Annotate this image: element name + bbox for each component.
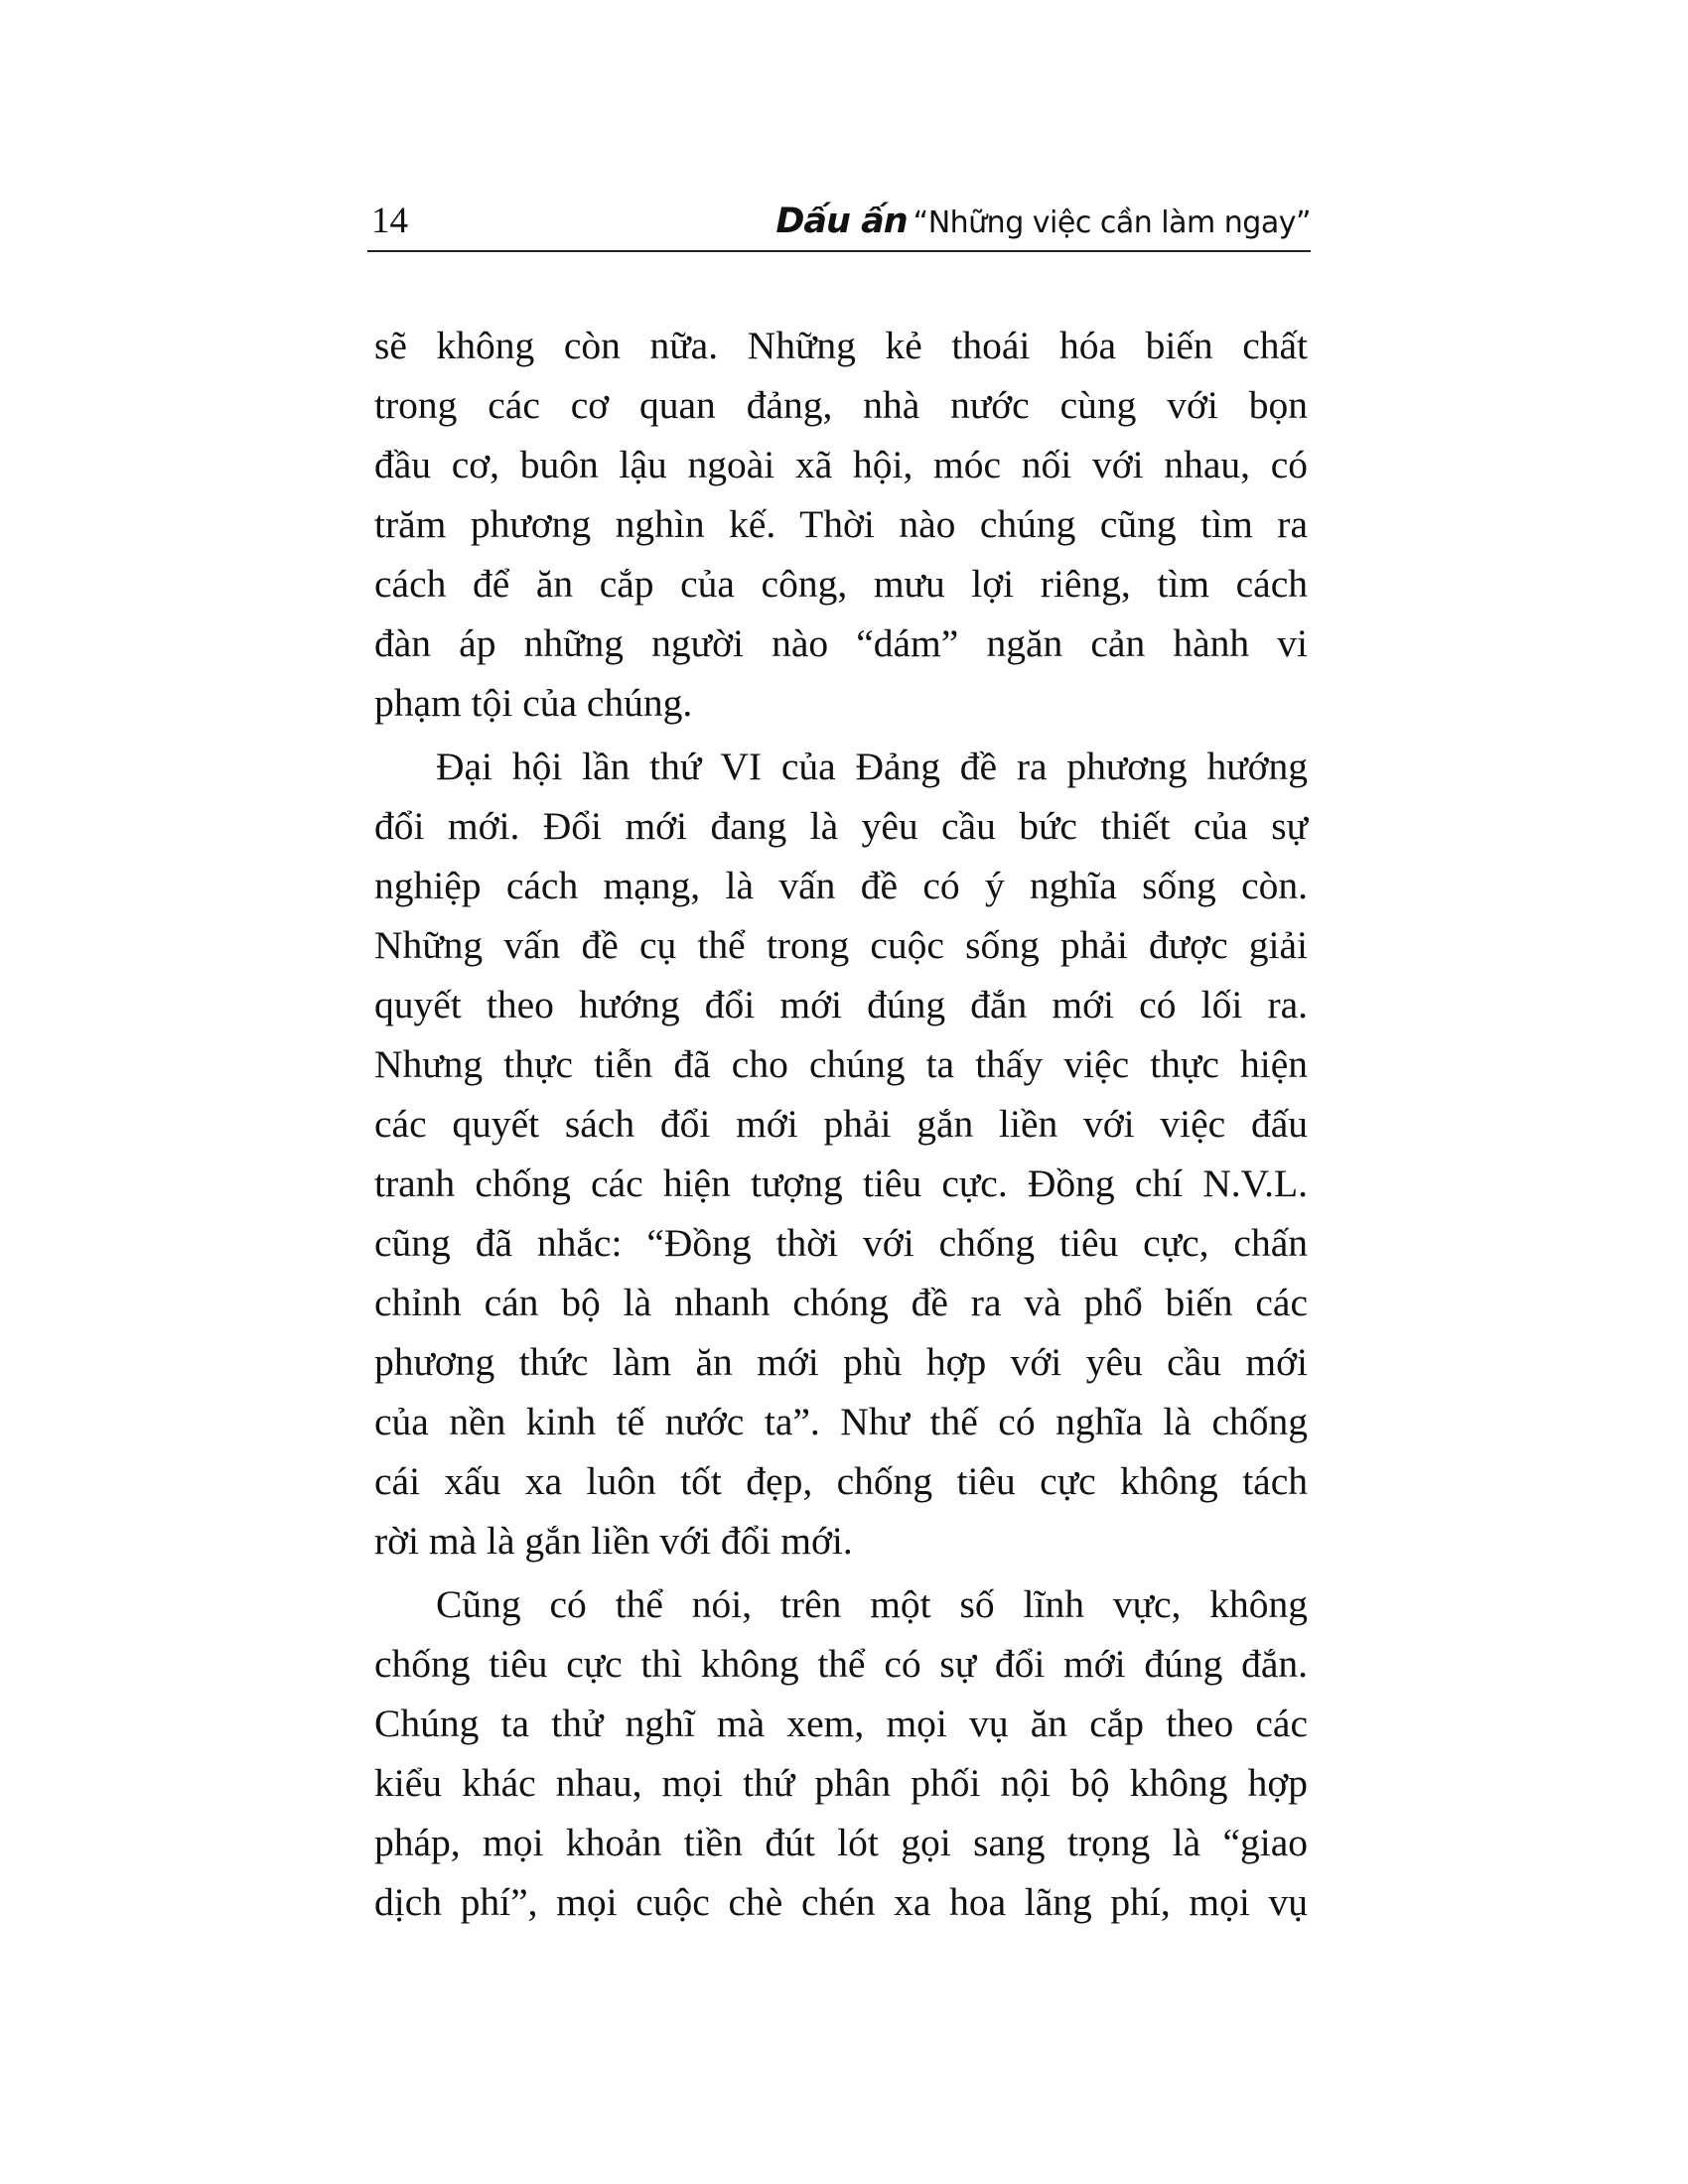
- paragraph: [374, 316, 1308, 733]
- text-line: cách để ăn cắp của công, mưu lợi riêng, tìm cách: [374, 562, 1308, 606]
- text-line: phạm tội của chúng.: [374, 681, 693, 725]
- text-line: Những vấn đề cụ thể trong cuộc sống phải được giải: [374, 923, 1308, 967]
- running-head-title: [775, 199, 1311, 251]
- text-line: chống tiêu cực thì không thể có sự đổi mới đúng đắn.: [374, 1642, 1308, 1686]
- series-title: “Những việc cần làm ngay”: [913, 205, 1311, 240]
- text-line: kiểu khác nhau, mọi thứ phân phối nội bộ không hợp: [374, 1761, 1308, 1805]
- text-line: Đại hội lần thứ VI của Đảng đề ra phương hướng: [436, 745, 1308, 788]
- text-line: quyết theo hướng đổi mới đúng đắn mới có lối ra.: [374, 983, 1308, 1026]
- text-line: Chúng ta thử nghĩ mà xem, mọi vụ ăn cắp theo các: [374, 1702, 1308, 1745]
- text-line: đàn áp những người nào “dám” ngăn cản hành vi: [374, 621, 1308, 665]
- text-line: sẽ không còn nữa. Những kẻ thoái hóa biến chất: [374, 324, 1308, 367]
- text-line: đổi mới. Đổi mới đang là yêu cầu bức thiết của sự: [374, 804, 1308, 848]
- text-line: của nền kinh tế nước ta”. Như thế có nghĩa là chống: [374, 1400, 1308, 1443]
- text-line: dịch phí”, mọi cuộc chè chén xa hoa lãng phí, mọi vụ: [374, 1880, 1308, 1924]
- body-text: [374, 316, 1308, 1932]
- text-line: cái xấu xa luôn tốt đẹp, chống tiêu cực không tách: [374, 1459, 1308, 1503]
- text-line: pháp, mọi khoản tiền đút lót gọi sang trọng là “giao: [374, 1821, 1308, 1864]
- text-line: trăm phương nghìn kế. Thời nào chúng cũng tìm ra: [374, 502, 1308, 546]
- text-line: trong các cơ quan đảng, nhà nước cùng với bọn: [374, 383, 1308, 427]
- running-header: [367, 199, 1311, 252]
- text-line: đầu cơ, buôn lậu ngoài xã hội, móc nối với nhau, có: [374, 443, 1308, 486]
- book-title: Dấu ấn: [775, 202, 908, 241]
- text-line: các quyết sách đổi mới phải gắn liền với việc đấu: [374, 1102, 1308, 1146]
- text-line: nghiệp cách mạng, là vấn đề có ý nghĩa sống còn.: [374, 864, 1308, 907]
- text-line: Cũng có thể nói, trên một số lĩnh vực, không: [436, 1582, 1308, 1626]
- paragraph: [374, 1574, 1308, 1932]
- text-line: tranh chống các hiện tượng tiêu cực. Đồng chí N.V.L.: [374, 1161, 1308, 1205]
- text-line: phương thức làm ăn mới phù hợp với yêu cầu mới: [374, 1340, 1308, 1384]
- text-line: cũng đã nhắc: “Đồng thời với chống tiêu cực, chấn: [374, 1221, 1308, 1265]
- paragraph: [374, 737, 1308, 1570]
- page-number: 14: [371, 201, 408, 241]
- text-line: chỉnh cán bộ là nhanh chóng đề ra và phổ biến các: [374, 1281, 1308, 1324]
- text-line: Nhưng thực tiễn đã cho chúng ta thấy việc thực hiện: [374, 1042, 1308, 1086]
- text-line: rời mà là gắn liền với đổi mới.: [374, 1519, 853, 1563]
